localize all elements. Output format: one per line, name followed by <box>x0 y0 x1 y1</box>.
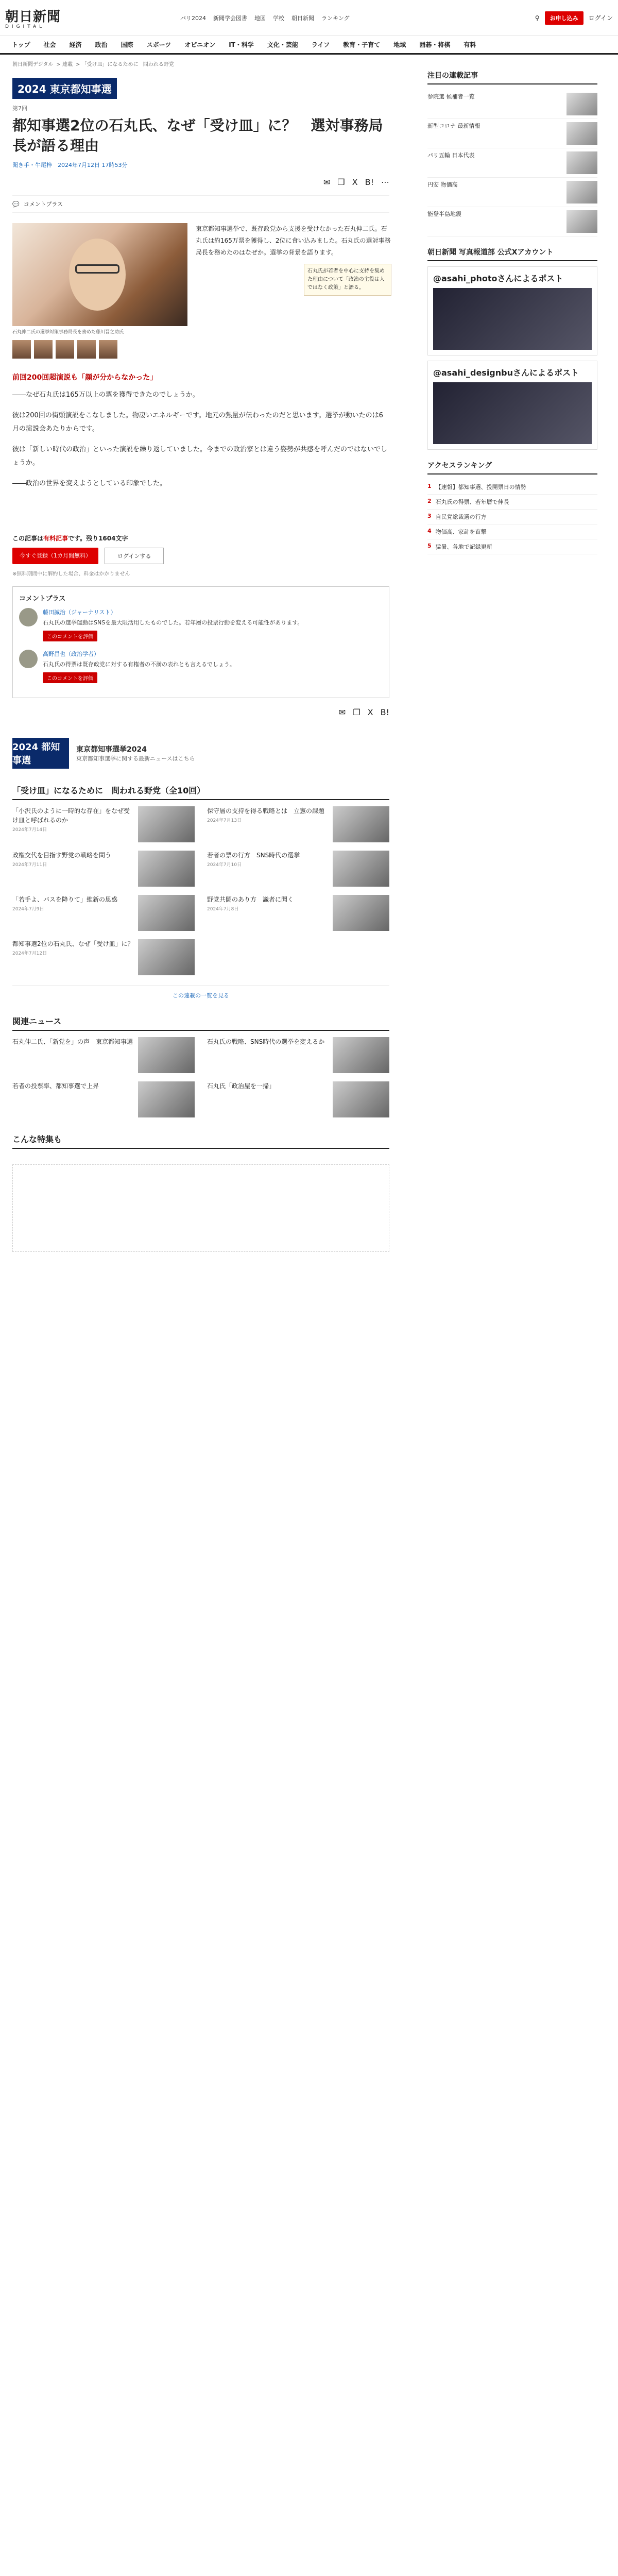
bookmark-icon[interactable]: ❒ <box>353 707 360 717</box>
embedded-post[interactable] <box>427 266 597 355</box>
thumbnail <box>138 895 195 931</box>
banner-text: 2024 東京都知事選 <box>12 78 117 99</box>
thumb[interactable] <box>77 340 96 359</box>
rate-comment-button[interactable]: このコメントを評価 <box>43 631 97 641</box>
main-nav <box>0 36 618 55</box>
paragraph: 彼は200回の街頭演説をこなしました。物凄いエネルギーです。地元の熱量が伝わったのだと思います。選挙が動いたのは6月の演説会あたりからです。 <box>12 412 383 433</box>
commenter-role: 政治学者 <box>71 650 94 657</box>
breadcrumb: 朝日新聞デジタル > 連載 > 「受け皿」になるために 問われる野党 <box>12 62 174 67</box>
nav-item[interactable]: 囲碁・将棋 <box>419 41 451 48</box>
list-item[interactable]: 石丸氏「政治屋を一掃」 <box>207 1081 389 1117</box>
sidebar-title: アクセスランキング <box>427 460 597 474</box>
list-item[interactable]: 都知事選2位の石丸氏、なぜ「受け皿」に？ 2024年7月12日 <box>12 939 195 975</box>
hatena-icon[interactable]: B! <box>365 177 374 188</box>
comment-icon: 💬 <box>12 200 20 208</box>
list-item[interactable]: 保守層の支持を得る戦略とは 立憲の課題 2024年7月13日 <box>207 806 389 842</box>
thumb[interactable] <box>12 340 31 359</box>
list-item[interactable]: 石丸伸二氏、「新党を」の声 東京都知事選 <box>12 1037 195 1073</box>
top-link[interactable]: 学校 <box>273 14 284 22</box>
article-lede: 東京都知事選挙で、既存政党から支援を受けなかった石丸伸二氏。石丸氏は約165万票を獲得し、2位に食い込みました。石丸氏の選対事務局長を務めたのはなぜか。選挙の背景を語ります。 <box>196 225 391 256</box>
hatena-icon[interactable]: B! <box>380 707 389 717</box>
nav-item[interactable]: スポーツ <box>146 41 171 48</box>
hero-photo[interactable] <box>12 223 187 326</box>
nav-item[interactable]: 教育・子育て <box>343 41 381 48</box>
ranking-item[interactable]: 3 自民党総裁選の行方 <box>427 510 597 524</box>
top-link[interactable]: ランキング <box>321 14 350 22</box>
site-logo[interactable] <box>5 6 62 29</box>
election-promo[interactable] <box>12 738 389 769</box>
top-link[interactable]: 地図 <box>254 14 266 22</box>
post-handle: @asahi_designbuさんによるポスト <box>433 368 579 378</box>
nav-item[interactable]: 地域 <box>393 41 406 48</box>
photo-thumbnails <box>12 340 187 359</box>
comment: 藤田誠治（ジャーナリスト） 石丸氏の選挙運動はSNSを最大限活用したものでした。若年層の投票行動を変える可能性があります。 このコメントを評価 <box>19 608 383 641</box>
article-title: 都知事選2位の石丸氏、なぜ「受け皿」に？ 選対事務局長が語る理由 <box>12 117 383 155</box>
login-link[interactable]: ログイン <box>588 14 613 22</box>
top-link[interactable]: 新聞学会図書 <box>213 14 247 22</box>
section-heading: 前回200回超演説も「顔が分からなかった」 <box>12 374 158 382</box>
ranking-item[interactable]: 5 猛暑、各地で記録更新 <box>427 539 597 554</box>
series-list <box>12 806 389 975</box>
paragraph: ――なぜ石丸氏は165万以上の票を獲得できたのでしょうか。 <box>12 391 199 399</box>
nav-item[interactable]: 経済 <box>69 41 82 48</box>
nav-item[interactable]: ライフ <box>311 41 330 48</box>
paragraph: ――政治の世界を変えようとしている印象でした。 <box>12 480 167 488</box>
top-links <box>180 14 350 22</box>
comment-box-title: コメントプラス <box>19 595 66 603</box>
nav-item[interactable]: 有料 <box>464 41 476 48</box>
special-title: こんな特集も <box>12 1133 389 1149</box>
commenter-role: ジャーナリスト <box>71 609 111 616</box>
list-item[interactable]: 野党共闘のあり方 識者に聞く 2024年7月8日 <box>207 895 389 931</box>
related-list <box>12 1037 389 1117</box>
thumb[interactable] <box>34 340 53 359</box>
comment-plus-label: コメントプラス <box>23 201 63 208</box>
list-item[interactable]: 政権交代を目指す野党の戦略を問う 2024年7月11日 <box>12 851 195 887</box>
site-header <box>0 0 618 36</box>
post-image <box>433 382 592 444</box>
nav-item[interactable]: オピニオン <box>184 41 216 48</box>
sidebar-item[interactable]: パリ五輪 日本代表 <box>427 148 597 178</box>
election-logo: 2024 都知事選 <box>12 738 69 769</box>
ranking-item[interactable]: 1 【速報】都知事選、投開票日の情勢 <box>427 480 597 495</box>
main-column <box>5 55 397 1267</box>
sidebar-title: 注目の連載記事 <box>427 70 597 84</box>
logo-text: 朝日新聞 <box>5 9 61 25</box>
thumbnail <box>138 806 195 842</box>
sidebar <box>427 55 597 1267</box>
commenter-name[interactable]: 高野昌也 <box>43 650 65 657</box>
thumbnail <box>333 895 389 931</box>
thumbnail <box>333 1037 389 1073</box>
thumb[interactable] <box>99 340 117 359</box>
thumb[interactable] <box>56 340 74 359</box>
breadcrumb-item[interactable]: 問われる野党 <box>143 62 174 67</box>
comment-box <box>12 586 389 698</box>
post-handle: @asahi_photoさんによるポスト <box>433 274 563 283</box>
related-title: 関連ニュース <box>12 1015 389 1031</box>
x-share-icon[interactable]: X <box>352 177 358 188</box>
thumbnail <box>138 1037 195 1073</box>
top-link[interactable]: パリ2024 <box>180 14 206 22</box>
list-item[interactable]: 「若手よ、バスを降りて」維新の思惑 2024年7月9日 <box>12 895 195 931</box>
byline: 聞き手・牛尾梓 2024年7月12日 17時53分 <box>12 162 128 169</box>
more-icon[interactable]: ⋯ <box>381 177 389 188</box>
rate-comment-button[interactable]: このコメントを評価 <box>43 672 97 683</box>
ranking-item[interactable]: 4 物価高、家計を直撃 <box>427 524 597 539</box>
nav-item[interactable]: IT・科学 <box>229 41 254 48</box>
sidebar-title: 朝日新聞 写真報道部 公式Xアカウント <box>427 247 597 261</box>
photo-caption: 石丸伸二氏の選挙対策事務局長を務めた藤川晋之助氏 <box>12 330 124 335</box>
paywall <box>12 534 389 577</box>
comment-plus-bar[interactable] <box>12 195 389 213</box>
comment-text: 石丸氏の得票は既存政党に対する有権者の不満の表れとも言えるでしょう。 <box>43 660 235 668</box>
pull-quote: 石丸氏が若者を中心に支持を集めた理由について「政治の主役は人ではなく政策」と語る。 <box>304 264 391 296</box>
share-tools <box>12 177 389 187</box>
thumbnail <box>138 851 195 887</box>
subscribe-button[interactable]: 今すぐ登録（1カ月間無料） <box>12 548 98 564</box>
nav-item[interactable]: 文化・芸能 <box>267 41 298 48</box>
breadcrumb-item[interactable]: 連載 <box>62 62 73 67</box>
register-button[interactable]: お申し込み <box>545 11 583 25</box>
election-title: 東京都知事選挙2024 <box>76 745 147 754</box>
post-image <box>433 288 592 350</box>
sidebar-item[interactable]: 新型コロナ 最新情報 <box>427 119 597 148</box>
comment-text: 石丸氏の選挙運動はSNSを最大限活用したものでした。若年層の投票行動を変える可能性があります。 <box>43 619 303 626</box>
sidebar-item[interactable]: 参院選 候補者一覧 <box>427 90 597 119</box>
paywall-note: ※無料期間中に解約した場合、料金はかかりません <box>12 571 130 578</box>
list-item[interactable]: 若者の投票率、都知事選で上昇 <box>12 1081 195 1117</box>
nav-item[interactable]: 社会 <box>43 41 56 48</box>
list-item[interactable]: 「小沢氏のように一時的な存在」をなぜ受け皿と呼ばれるのか 2024年7月14日 <box>12 806 195 842</box>
sidebar-item[interactable]: 能登半島地震 <box>427 207 597 236</box>
commenter-name[interactable]: 藤田誠治 <box>43 609 65 616</box>
series-more-link[interactable]: この連載の一覧を見る <box>12 986 389 999</box>
top-link[interactable]: 朝日新聞 <box>291 14 314 22</box>
thumbnail <box>333 1081 389 1117</box>
nav-item[interactable]: トップ <box>12 41 30 48</box>
nav-item[interactable]: 政治 <box>95 41 108 48</box>
logo-sub: DIGITAL <box>5 24 45 29</box>
series-list-title: 「受け皿」になるために 問われる野党（全10回） <box>12 784 389 800</box>
election-banner[interactable] <box>12 78 389 99</box>
share-tools-bottom <box>12 707 389 717</box>
embedded-post[interactable] <box>427 361 597 450</box>
list-item[interactable]: 若者の票の行方 SNS時代の選挙 2024年7月10日 <box>207 851 389 887</box>
search-icon[interactable]: ⚲ <box>535 14 540 22</box>
sidebar-item[interactable]: 円安 物価高 <box>427 178 597 207</box>
paywall-text: この記事は有料記事です。残り1604文字 <box>12 535 128 543</box>
thumbnail <box>138 939 195 975</box>
avatar[interactable] <box>19 650 38 668</box>
list-item[interactable]: 石丸氏の戦略、SNS時代の選挙を変えるか <box>207 1037 389 1073</box>
breadcrumb-item[interactable]: 朝日新聞デジタル <box>12 62 54 67</box>
comment: 高野昌也（政治学者） 石丸氏の得票は既存政党に対する有権者の不満の表れとも言えるでしょう。 このコメントを評価 <box>19 650 383 683</box>
login-button[interactable]: ログインする <box>105 548 164 564</box>
thumbnail <box>333 806 389 842</box>
mail-icon[interactable]: ✉ <box>323 177 331 188</box>
election-desc: 東京都知事選挙に関する最新ニュースはこちら <box>76 755 195 762</box>
series-number: 第7回 <box>12 105 27 112</box>
mail-icon[interactable]: ✉ <box>338 707 346 717</box>
bookmark-icon[interactable]: ❒ <box>337 177 345 188</box>
avatar[interactable] <box>19 608 38 626</box>
thumbnail <box>138 1081 195 1117</box>
nav-item[interactable]: 国際 <box>121 41 133 48</box>
paragraph: 彼は「新しい時代の政治」といった演説を繰り返していました。今までの政治家とは違う姿勢が共感を呼んだのではないでしょうか。 <box>12 446 388 467</box>
x-share-icon[interactable]: X <box>367 707 373 717</box>
thumbnail <box>333 851 389 887</box>
ad-slot[interactable] <box>12 1164 389 1252</box>
breadcrumb-item[interactable]: 「受け皿」になるために <box>81 62 139 67</box>
ranking-item[interactable]: 2 石丸氏の得票、若年層で伸長 <box>427 495 597 510</box>
